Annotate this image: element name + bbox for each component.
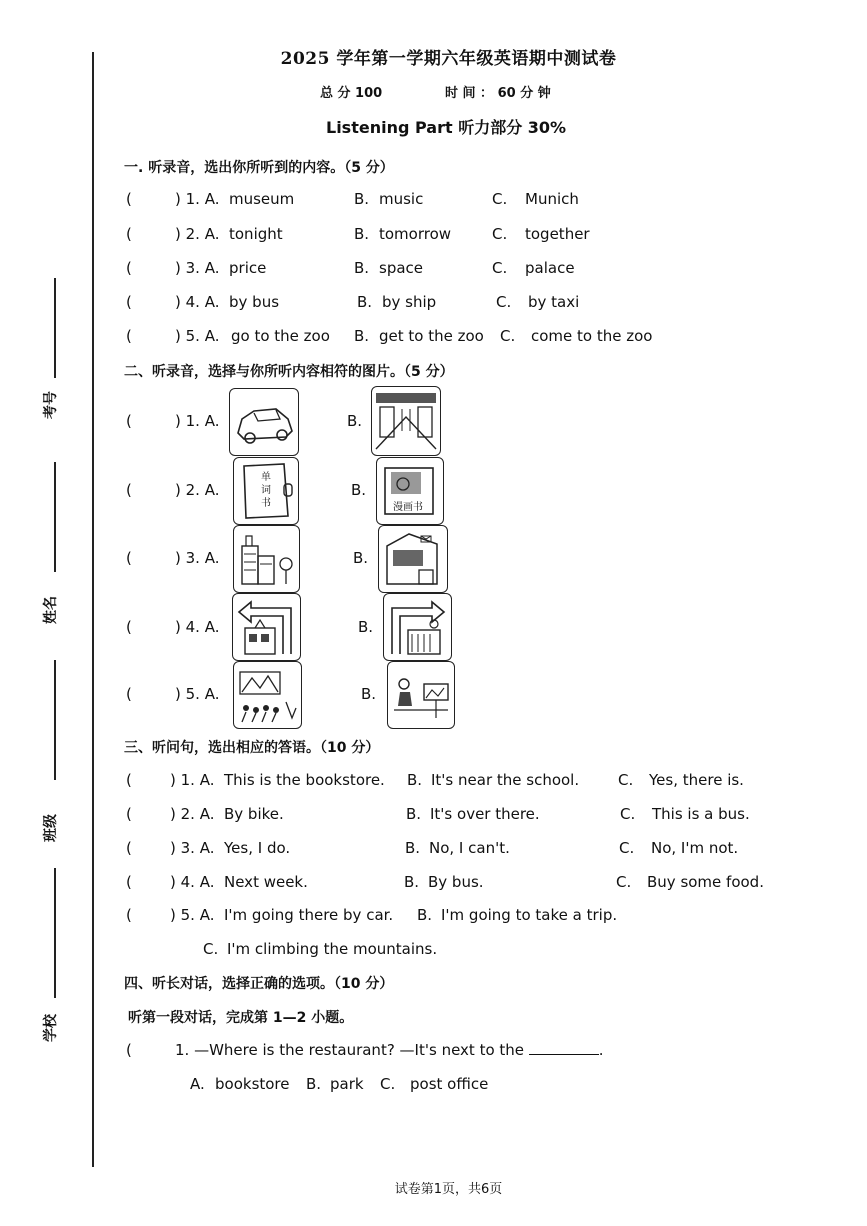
option-b-label: B. [354, 225, 370, 243]
picture-comic-book[interactable] [376, 457, 444, 525]
option-c[interactable]: No, I'm not. [651, 839, 739, 857]
option-b-label: B. [358, 618, 374, 636]
option-b[interactable]: tomorrow [379, 225, 452, 243]
option-b-label: B. [361, 685, 377, 703]
answer-blank-open[interactable]: ( [126, 190, 132, 208]
option-c[interactable]: post office [410, 1075, 489, 1093]
option-b-label: B. [405, 839, 421, 857]
option-c-label: C. [618, 771, 634, 789]
question-number: ) 1. A. [175, 412, 220, 430]
answer-blank-open[interactable]: ( [126, 805, 132, 823]
option-b[interactable]: music [379, 190, 424, 208]
option-b-label: B. [406, 805, 422, 823]
picture-hospital-building[interactable] [233, 525, 300, 593]
option-b-label: B. [306, 1075, 322, 1093]
option-b-label: B. [353, 549, 369, 567]
option-c-label: C. [492, 259, 508, 277]
option-c-label: C. [500, 327, 516, 345]
option-b[interactable]: space [379, 259, 424, 277]
answer-blank-open[interactable]: ( [126, 685, 132, 703]
question-number: ) 5. A. [175, 327, 220, 345]
word-book-char-3: 书 [261, 498, 271, 509]
answer-blank-open[interactable]: ( [126, 481, 132, 499]
option-b-label: B. [354, 190, 370, 208]
answer-blank-open[interactable]: ( [126, 906, 132, 924]
option-c[interactable]: by taxi [528, 293, 580, 311]
picture-post-office[interactable] [378, 525, 448, 593]
drawing-icon [388, 662, 454, 728]
post-office-icon [379, 526, 447, 592]
picture-turn-left-building[interactable] [232, 593, 301, 661]
answer-blank-open[interactable]: ( [126, 839, 132, 857]
dialogue-question [175, 1041, 604, 1059]
option-a[interactable]: price [229, 259, 267, 277]
option-c[interactable]: palace [525, 259, 575, 277]
option-a[interactable]: Next week. [224, 873, 308, 891]
name-line[interactable] [54, 462, 56, 572]
option-b[interactable]: get to the zoo [379, 327, 484, 345]
answer-blank-open[interactable]: ( [126, 873, 132, 891]
question-number: ) 1. A. [175, 190, 220, 208]
option-c[interactable]: I'm climbing the mountains. [227, 940, 438, 958]
picture-hiking-mountains[interactable] [233, 661, 302, 729]
picture-subway-platform[interactable] [371, 386, 441, 456]
option-c[interactable]: This is a bus. [652, 805, 750, 823]
hospital-building-icon [234, 526, 299, 592]
question-number: ) 5. A. [175, 685, 220, 703]
answer-blank-open[interactable]: ( [126, 327, 132, 345]
page-title: 2025 学年第一学期六年级英语期中测试卷 [280, 49, 617, 69]
turn-left-icon [233, 594, 300, 660]
option-b-label: B. [347, 412, 363, 430]
answer-blank-open[interactable]: ( [126, 771, 132, 789]
option-c-label: C. [496, 293, 512, 311]
answer-blank-open[interactable]: ( [126, 618, 132, 636]
question-number: ) 4. A. [175, 293, 220, 311]
binding-margin-line [92, 52, 94, 1167]
option-b-label: B. [407, 771, 423, 789]
picture-drawing-picture[interactable] [387, 661, 455, 729]
option-c[interactable]: Munich [525, 190, 579, 208]
subway-icon [372, 387, 440, 455]
answer-blank-open[interactable]: ( [126, 412, 132, 430]
option-a[interactable]: Yes, I do. [224, 839, 291, 857]
school-line[interactable] [54, 868, 56, 998]
option-a[interactable]: museum [229, 190, 295, 208]
option-c-label: C. [492, 225, 508, 243]
fill-in-blank[interactable] [529, 1042, 599, 1055]
option-b-label: B. [354, 259, 370, 277]
page-footer: 试卷第1页，共6页 [394, 1182, 503, 1197]
word-book-icon [234, 458, 298, 524]
car-icon [230, 389, 298, 455]
name-label: 姓名 [43, 596, 59, 624]
option-b-label: B. [357, 293, 373, 311]
option-b[interactable]: I'm going to take a trip. [441, 906, 618, 924]
question-number: ) 5. A. [170, 906, 215, 924]
word-book-char-2: 词 [261, 485, 271, 496]
answer-blank-open[interactable]: ( [126, 293, 132, 311]
exam-no-label: 考号 [43, 391, 59, 419]
option-b-label: B. [354, 327, 370, 345]
exam-time: 时 间 ： 60 分 钟 [445, 86, 551, 101]
answer-blank-open[interactable]: ( [126, 259, 132, 277]
option-b[interactable]: by ship [382, 293, 437, 311]
option-a-label: A. [190, 1075, 205, 1093]
option-a[interactable]: by bus [229, 293, 280, 311]
option-b[interactable]: No, I can't. [429, 839, 510, 857]
question-number: ) 4. A. [175, 618, 220, 636]
comic-book-icon [377, 458, 443, 524]
section4-heading: 四、听长对话，选择正确的选项。（10 分） [124, 976, 394, 992]
question-number: ) 1. A. [170, 771, 215, 789]
option-a[interactable]: bookstore [215, 1075, 290, 1093]
option-c-label: C. [619, 839, 635, 857]
section4-instruction: 听第一段对话，完成第 1—2 小题。 [128, 1010, 354, 1026]
answer-blank-open[interactable]: ( [126, 225, 132, 243]
answer-blank-open[interactable]: ( [126, 549, 132, 567]
option-b[interactable]: It's over there. [430, 805, 540, 823]
question-number: ) 3. A. [170, 839, 215, 857]
question-number: ) 2. A. [170, 805, 215, 823]
answer-blank-open[interactable]: ( [126, 1041, 132, 1059]
class-label: 班级 [43, 814, 59, 842]
picture-word-book[interactable] [233, 457, 299, 525]
turn-right-icon [384, 594, 451, 660]
section3-heading: 三、听问句，选出相应的答语。（10 分） [124, 740, 380, 756]
part-title: Listening Part 听力部分 30% [326, 118, 567, 137]
option-c-label: C. [380, 1075, 396, 1093]
option-c[interactable]: Yes, there is. [649, 771, 744, 789]
option-a[interactable]: This is the bookstore. [224, 771, 385, 789]
school-label: 学校 [43, 1014, 59, 1042]
hiking-icon [234, 662, 301, 728]
option-a[interactable]: go to the zoo [231, 327, 330, 345]
question-number: ) 3. A. [175, 549, 220, 567]
dialogue-question-text: 1. —Where is the restaurant? —It's next to the [175, 1041, 525, 1059]
section2-heading: 二、听录音，选择与你所听内容相符的图片。（5 分） [124, 364, 454, 380]
option-a[interactable]: By bike. [224, 805, 284, 823]
option-c-label: C. [203, 940, 219, 958]
total-score: 总 分 100 [320, 86, 383, 101]
class-line[interactable] [54, 660, 56, 780]
option-c[interactable]: come to the zoo [531, 327, 653, 345]
picture-car[interactable] [229, 388, 299, 456]
option-b-label: B. [417, 906, 433, 924]
question-number: ) 2. A. [175, 481, 220, 499]
option-b-label: B. [404, 873, 420, 891]
option-b[interactable]: park [330, 1075, 364, 1093]
option-b-label: B. [351, 481, 367, 499]
option-c-label: C. [620, 805, 636, 823]
option-a[interactable]: tonight [229, 225, 283, 243]
option-c[interactable]: Buy some food. [647, 873, 764, 891]
option-c[interactable]: together [525, 225, 590, 243]
question-number: ) 2. A. [175, 225, 220, 243]
picture-turn-right-building[interactable] [383, 593, 452, 661]
comic-book-text: 漫画书 [393, 502, 423, 513]
exam-no-line[interactable] [54, 278, 56, 378]
option-c-label: C. [492, 190, 508, 208]
option-b[interactable]: It's near the school. [431, 771, 580, 789]
question-number: ) 4. A. [170, 873, 215, 891]
option-b[interactable]: By bus. [428, 873, 484, 891]
option-a[interactable]: I'm going there by car. [224, 906, 394, 924]
dialogue-question-end: . [598, 1041, 604, 1059]
word-book-char-1: 单 [261, 472, 271, 483]
question-number: ) 3. A. [175, 259, 220, 277]
section1-heading: 一. 听录音，选出你所听到的内容。（5 分） [124, 160, 394, 176]
option-c-label: C. [616, 873, 632, 891]
